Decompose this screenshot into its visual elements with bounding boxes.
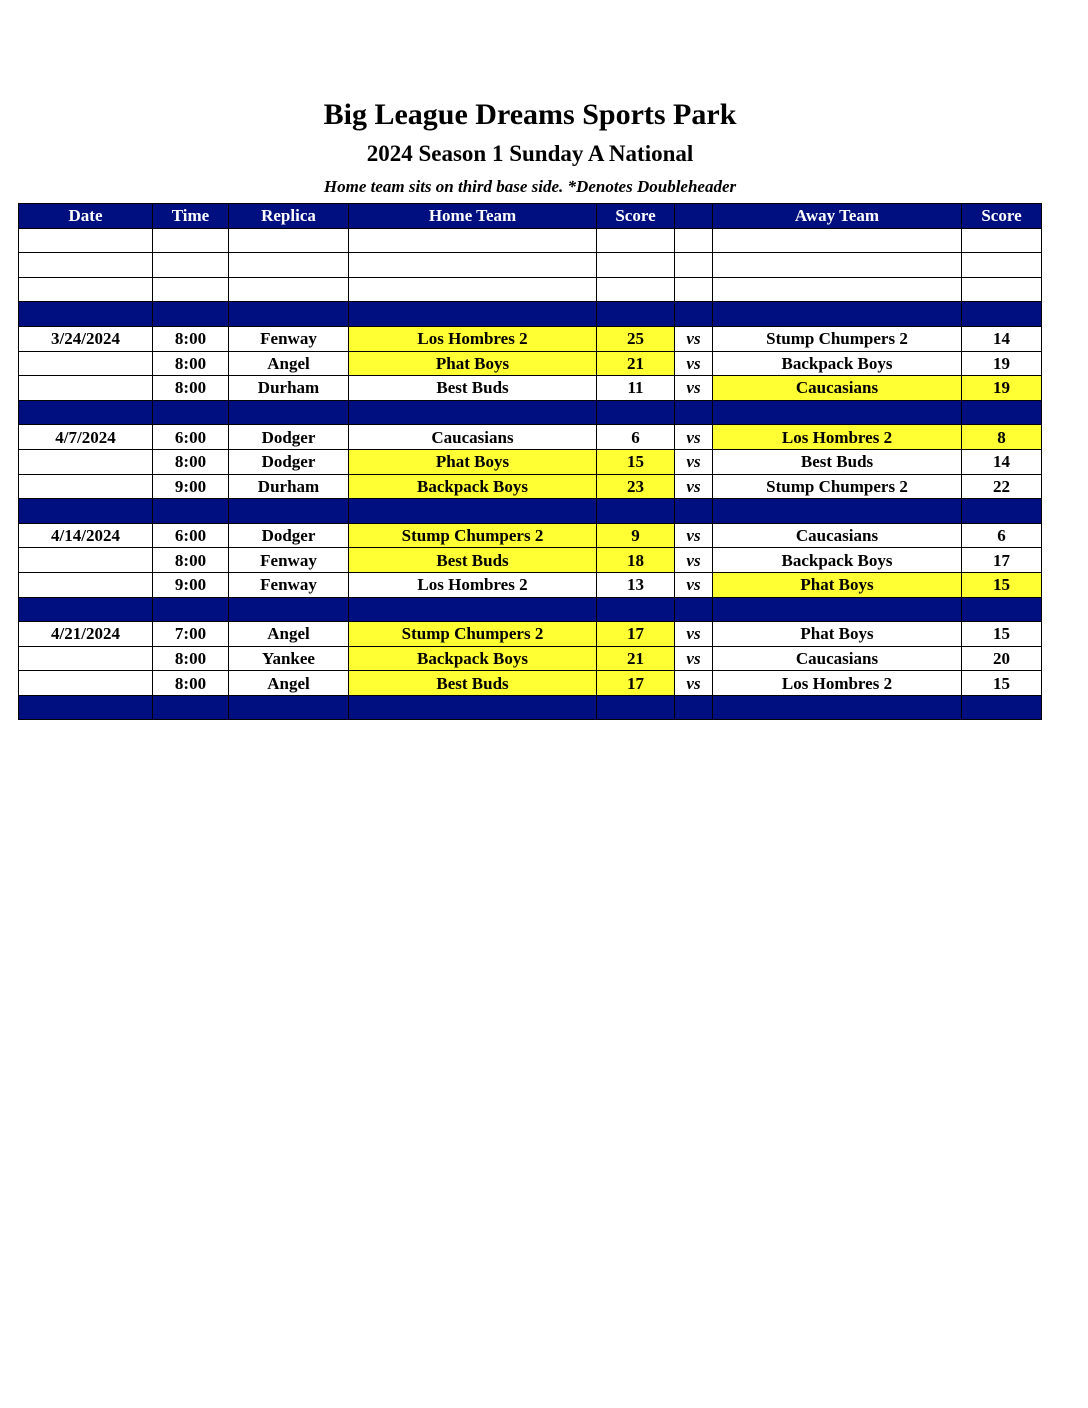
game-time: 8:00 bbox=[153, 671, 229, 696]
col-header-replica: Replica bbox=[229, 204, 349, 229]
home-team: Stump Chumpers 2 bbox=[349, 622, 597, 647]
game-replica-field: Durham bbox=[229, 376, 349, 401]
game-date bbox=[19, 474, 153, 499]
vs-label: vs bbox=[675, 474, 713, 499]
separator-row bbox=[19, 695, 1042, 720]
away-score: 14 bbox=[962, 449, 1042, 474]
game-date bbox=[19, 449, 153, 474]
game-row bbox=[19, 425, 1042, 450]
vs-label: vs bbox=[675, 572, 713, 597]
game-row bbox=[19, 351, 1042, 376]
game-date: 3/24/2024 bbox=[19, 326, 153, 351]
game-time: 8:00 bbox=[153, 646, 229, 671]
page-subtitle: 2024 Season 1 Sunday A National bbox=[366, 141, 694, 166]
home-team: Los Hombres 2 bbox=[349, 572, 597, 597]
away-score: 19 bbox=[962, 376, 1042, 401]
game-time: 8:00 bbox=[153, 351, 229, 376]
separator-row bbox=[19, 400, 1042, 425]
away-score: 19 bbox=[962, 351, 1042, 376]
home-team: Los Hombres 2 bbox=[349, 326, 597, 351]
game-time: 9:00 bbox=[153, 474, 229, 499]
game-date bbox=[19, 351, 153, 376]
game-replica-field: Angel bbox=[229, 351, 349, 376]
game-time: 9:00 bbox=[153, 572, 229, 597]
game-date bbox=[19, 671, 153, 696]
home-score: 6 bbox=[597, 425, 675, 450]
game-row bbox=[19, 671, 1042, 696]
game-replica-field: Yankee bbox=[229, 646, 349, 671]
vs-label: vs bbox=[675, 523, 713, 548]
game-time: 8:00 bbox=[153, 376, 229, 401]
game-row bbox=[19, 646, 1042, 671]
away-team: Los Hombres 2 bbox=[713, 671, 962, 696]
away-score: 22 bbox=[962, 474, 1042, 499]
vs-label: vs bbox=[675, 646, 713, 671]
game-replica-field: Dodger bbox=[229, 425, 349, 450]
home-team: Stump Chumpers 2 bbox=[349, 523, 597, 548]
col-header-home-score: Score bbox=[597, 204, 675, 229]
away-team: Best Buds bbox=[713, 449, 962, 474]
separator-row bbox=[19, 302, 1042, 327]
game-replica-field: Fenway bbox=[229, 326, 349, 351]
vs-label: vs bbox=[675, 449, 713, 474]
col-header-time: Time bbox=[153, 204, 229, 229]
game-replica-field: Fenway bbox=[229, 548, 349, 573]
vs-label: vs bbox=[675, 548, 713, 573]
home-score: 23 bbox=[597, 474, 675, 499]
vs-label: vs bbox=[675, 351, 713, 376]
col-header-vs bbox=[675, 204, 713, 229]
game-row bbox=[19, 548, 1042, 573]
home-score: 21 bbox=[597, 351, 675, 376]
game-row bbox=[19, 523, 1042, 548]
page-title: Big League Dreams Sports Park bbox=[323, 98, 737, 131]
game-time: 6:00 bbox=[153, 523, 229, 548]
game-time: 8:00 bbox=[153, 326, 229, 351]
home-score: 15 bbox=[597, 449, 675, 474]
empty-row bbox=[19, 253, 1042, 278]
home-score: 21 bbox=[597, 646, 675, 671]
home-score: 17 bbox=[597, 622, 675, 647]
col-header-home-team: Home Team bbox=[349, 204, 597, 229]
game-time: 6:00 bbox=[153, 425, 229, 450]
vs-label: vs bbox=[675, 671, 713, 696]
home-score: 17 bbox=[597, 671, 675, 696]
schedule-note: Home team sits on third base side. *Denotes Doubleheader bbox=[323, 177, 737, 196]
home-score: 11 bbox=[597, 376, 675, 401]
col-header-away-team: Away Team bbox=[713, 204, 962, 229]
away-team: Phat Boys bbox=[713, 622, 962, 647]
col-header-date: Date bbox=[19, 204, 153, 229]
col-header-away-score: Score bbox=[962, 204, 1042, 229]
game-replica-field: Angel bbox=[229, 671, 349, 696]
vs-label: vs bbox=[675, 326, 713, 351]
game-date bbox=[19, 572, 153, 597]
vs-label: vs bbox=[675, 425, 713, 450]
away-score: 17 bbox=[962, 548, 1042, 573]
home-score: 13 bbox=[597, 572, 675, 597]
schedule-body bbox=[19, 228, 1042, 720]
away-team: Backpack Boys bbox=[713, 548, 962, 573]
away-team: Los Hombres 2 bbox=[713, 425, 962, 450]
away-team: Stump Chumpers 2 bbox=[713, 474, 962, 499]
game-date bbox=[19, 548, 153, 573]
home-team: Best Buds bbox=[349, 671, 597, 696]
game-replica-field: Dodger bbox=[229, 449, 349, 474]
away-team: Phat Boys bbox=[713, 572, 962, 597]
away-team: Stump Chumpers 2 bbox=[713, 326, 962, 351]
away-score: 8 bbox=[962, 425, 1042, 450]
home-score: 18 bbox=[597, 548, 675, 573]
empty-row bbox=[19, 228, 1042, 253]
game-replica-field: Dodger bbox=[229, 523, 349, 548]
away-team: Caucasians bbox=[713, 376, 962, 401]
away-score: 15 bbox=[962, 572, 1042, 597]
home-team: Caucasians bbox=[349, 425, 597, 450]
game-row bbox=[19, 376, 1042, 401]
home-team: Phat Boys bbox=[349, 449, 597, 474]
schedule-table bbox=[18, 203, 1042, 720]
away-score: 20 bbox=[962, 646, 1042, 671]
vs-label: vs bbox=[675, 376, 713, 401]
game-date: 4/21/2024 bbox=[19, 622, 153, 647]
vs-label: vs bbox=[675, 622, 713, 647]
game-time: 7:00 bbox=[153, 622, 229, 647]
game-replica-field: Durham bbox=[229, 474, 349, 499]
game-row bbox=[19, 326, 1042, 351]
away-team: Backpack Boys bbox=[713, 351, 962, 376]
home-team: Best Buds bbox=[349, 376, 597, 401]
away-score: 14 bbox=[962, 326, 1042, 351]
game-row bbox=[19, 572, 1042, 597]
home-score: 9 bbox=[597, 523, 675, 548]
header-row bbox=[19, 204, 1042, 229]
game-date bbox=[19, 376, 153, 401]
game-time: 8:00 bbox=[153, 449, 229, 474]
home-team: Backpack Boys bbox=[349, 474, 597, 499]
separator-row bbox=[19, 597, 1042, 622]
game-date bbox=[19, 646, 153, 671]
game-replica-field: Fenway bbox=[229, 572, 349, 597]
empty-row bbox=[19, 277, 1042, 302]
separator-row bbox=[19, 499, 1042, 524]
home-team: Backpack Boys bbox=[349, 646, 597, 671]
game-time: 8:00 bbox=[153, 548, 229, 573]
game-row bbox=[19, 449, 1042, 474]
home-score: 25 bbox=[597, 326, 675, 351]
game-row bbox=[19, 622, 1042, 647]
game-row bbox=[19, 474, 1042, 499]
game-date: 4/14/2024 bbox=[19, 523, 153, 548]
game-replica-field: Angel bbox=[229, 622, 349, 647]
away-team: Caucasians bbox=[713, 523, 962, 548]
home-team: Best Buds bbox=[349, 548, 597, 573]
away-score: 15 bbox=[962, 622, 1042, 647]
away-score: 6 bbox=[962, 523, 1042, 548]
away-score: 15 bbox=[962, 671, 1042, 696]
home-team: Phat Boys bbox=[349, 351, 597, 376]
game-date: 4/7/2024 bbox=[19, 425, 153, 450]
away-team: Caucasians bbox=[713, 646, 962, 671]
